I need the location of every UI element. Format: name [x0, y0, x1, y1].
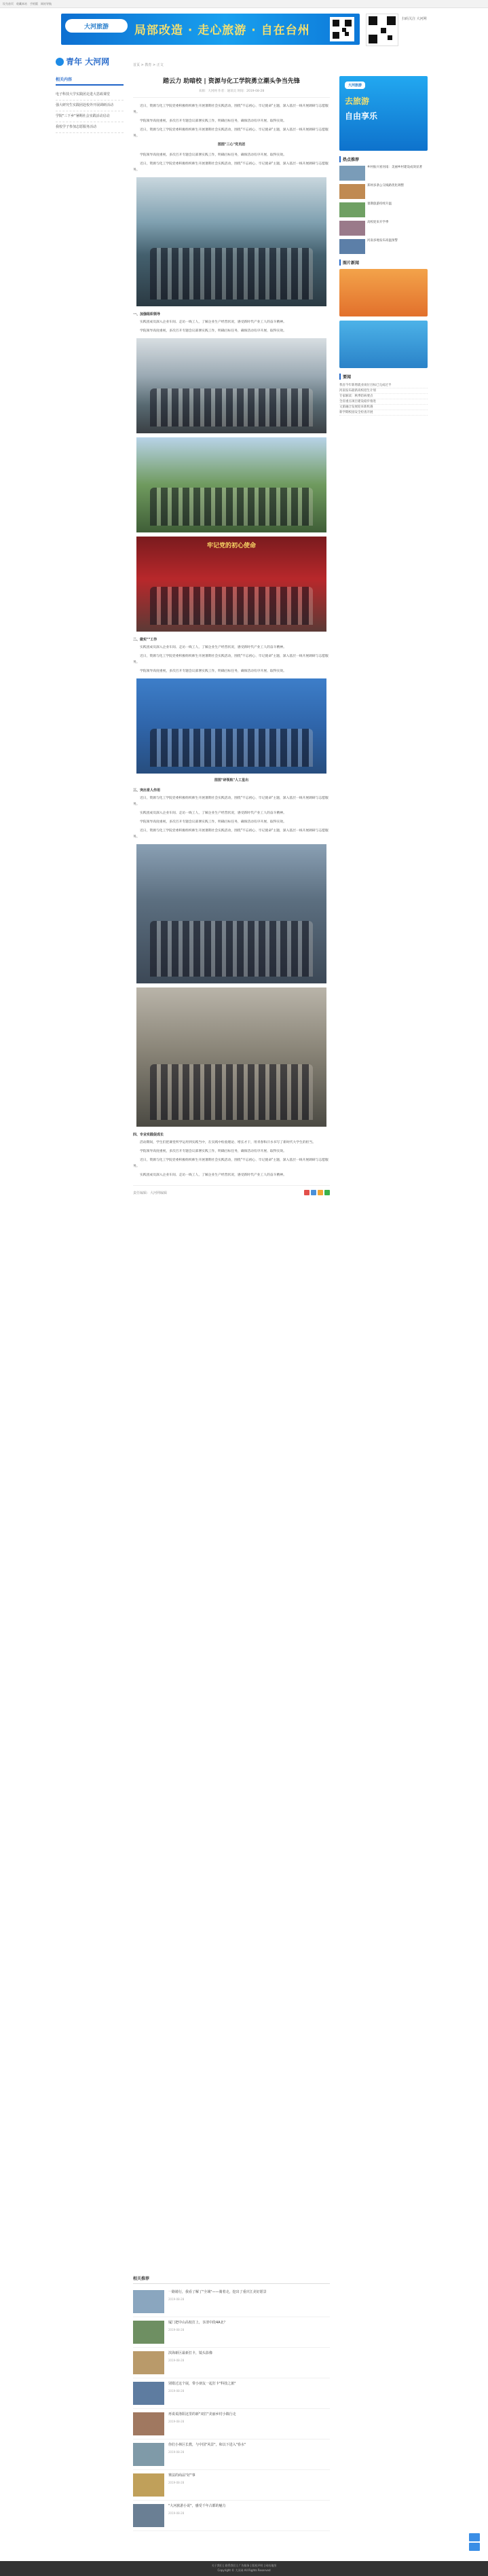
figure-caption: 图图"研领航"人工星出: [214, 778, 249, 782]
related-item[interactable]: 你们小林区长教，与中国"风景"，和以下进入"春水" 2019-08-28: [133, 2439, 330, 2470]
top-banner-ad[interactable]: [61, 14, 360, 45]
thumbnail: [339, 221, 365, 236]
news-item[interactable]: 文旅融合发展迎来新机遇: [339, 405, 428, 410]
article-photo: [136, 844, 326, 983]
related-item[interactable]: 赛法的商品"好"事 2019-08-28: [133, 2470, 330, 2501]
article-photo: [136, 537, 326, 632]
hot-item[interactable]: 郑州多条公交线路优化调整: [339, 184, 428, 199]
site-qr-code: [366, 14, 398, 46]
breadcrumb[interactable]: 首页 > 教育 > 正文: [133, 63, 164, 67]
ad-line-1: 去旅游: [345, 96, 370, 106]
news-item[interactable]: 新学期校园安全检查开展: [339, 410, 428, 416]
sidebar-section-title: 要闻: [339, 374, 428, 380]
related-item[interactable]: 滨海新区最新打卡，镜头影像 2019-08-28: [133, 2348, 330, 2378]
left-list-item[interactable]: 强大研究生实践团赴校外开展调研活动: [56, 101, 124, 111]
article-paragraph: 实践团成员深入企业车间、走访一线工人，了解企业生产经营状况，感受新时代产业工人的奋斗精神。: [140, 646, 286, 649]
article-paragraph: 实践团成员深入企业车间、走访一线工人，了解企业生产经营状况，感受新时代产业工人的奋斗精神。: [140, 321, 286, 324]
topbar-link-mobile[interactable]: 手机版: [30, 1, 38, 5]
qr-caption: 扫码关注 大河网: [402, 17, 427, 21]
share-icons: [304, 1190, 330, 1195]
related-item[interactable]: 再说说洛阳这里的新"双打"美丽乡村小镇行走 2019-08-28: [133, 2409, 330, 2439]
article-photo: [136, 177, 326, 306]
sidebar-ad[interactable]: [339, 321, 428, 368]
left-list-item[interactable]: 我校学子参加志愿服务活动: [56, 122, 124, 133]
related-articles: [133, 2275, 330, 2531]
thumbnail: [133, 2351, 164, 2374]
sidebar-section-title: 图片新闻: [339, 259, 428, 266]
topbar-link-nav[interactable]: 网站导航: [41, 1, 52, 5]
thumbnail: [133, 2382, 164, 2405]
share-wechat-icon[interactable]: [324, 1190, 330, 1195]
article-paragraph: 近日，资源与化工学院党委积极组织师生开展暑期社会实践活动，围绕"不忘初心、牢记使命"主题，深入基层一线开展调研与志愿服务。: [133, 655, 329, 664]
site-name: 青年 大河网: [66, 57, 110, 67]
thumbnail: [133, 2290, 164, 2313]
banner-slogan: 局部改造 · 走心旅游 · 自在台州: [134, 24, 310, 37]
right-sidebar: [339, 76, 428, 416]
sidebar-section-title: 热点推荐: [339, 156, 428, 162]
article-photo: [136, 987, 326, 1127]
floating-toolbar: [469, 2533, 480, 2552]
article-paragraph: 学院领导高度重视，多次召开专题会议部署实践工作，明确目标任务，确保活动有序开展、取得实效。: [140, 120, 286, 123]
hot-item[interactable]: 暑期旅游持续升温: [339, 202, 428, 217]
section-heading: 二、做实""工作: [133, 638, 157, 642]
section-heading: 一、加强组织领导: [133, 312, 161, 316]
top-bar: [0, 0, 488, 8]
news-item[interactable]: 我省今年新增就业岗位目标已完成过半: [339, 383, 428, 388]
article-paragraph: 近日，资源与化工学院党委积极组织师生开展暑期社会实践活动，围绕"不忘初心、牢记使命"主题，深入基层一线开展调研与志愿服务。: [133, 105, 329, 114]
article: [133, 73, 330, 1195]
left-sidebar-heading: 相关内容: [56, 76, 124, 86]
related-item[interactable]: 别错过这个展，带小朋友一起打卡"科技之旅" 2019-08-28: [133, 2378, 330, 2409]
section-heading: 四、专业实践促成长: [133, 1133, 164, 1137]
banner-logo: 大河旅游: [65, 19, 128, 33]
editor-label: 责任编辑：大河网编辑: [133, 1191, 168, 1195]
footer-copyright: Copyright © 大河网 All Rights Reserved: [217, 2569, 271, 2572]
article-paragraph: 学院领导高度重视，多次召开专题会议部署实践工作，明确目标任务，确保活动有序开展、取得实效。: [140, 1150, 286, 1153]
back-to-top-button[interactable]: [469, 2533, 480, 2541]
article-paragraph: 近日，资源与化工学院党委积极组织师生开展暑期社会实践活动，围绕"不忘初心、牢记使命"主题，深入基层一线开展调研与志愿服务。: [133, 128, 329, 138]
related-heading: 相关推荐: [133, 2275, 330, 2284]
footer: [0, 2561, 488, 2576]
share-bar: [133, 1185, 330, 1195]
share-weibo-icon[interactable]: [304, 1190, 309, 1195]
left-list-item[interactable]: 电子科技大学实践团走进大思政课堂: [56, 90, 124, 101]
share-qq-icon[interactable]: [311, 1190, 316, 1195]
thumbnail: [133, 2473, 164, 2497]
related-item[interactable]: 一路骑行，我看了解了"全域"——骑着走，挖出了重庆江美好愿景 2019-08-28: [133, 2287, 330, 2317]
topbar-link-bookmark[interactable]: 收藏本站: [16, 1, 27, 5]
article-photo: [136, 437, 326, 532]
article-photo: [136, 678, 326, 774]
sidebar-ad[interactable]: [339, 76, 428, 151]
hot-item[interactable]: 乡村振兴看河南：美丽乡村建设成效显著: [339, 166, 428, 181]
hot-item[interactable]: 高校迎来开学季: [339, 221, 428, 236]
figure-caption: 图图"三心"党员团: [217, 143, 246, 147]
footer-links[interactable]: 关于我们 | 联系我们 | 广告服务 | 版权声明 | 网站地图: [211, 2564, 277, 2567]
article-paragraph: 学院领导高度重视，多次召开专题会议部署实践工作，明确目标任务，确保活动有序开展、取得实效。: [140, 670, 286, 673]
left-list-item[interactable]: 学院"三下乡"暑期社会实践活动启动: [56, 111, 124, 122]
related-item[interactable]: "大河旅游小说"，感受千年古都的魅力 2019-08-28: [133, 2501, 330, 2531]
thumbnail: [133, 2443, 164, 2466]
photo-banner-text: 牢记党的初心使命: [206, 543, 256, 549]
thumbnail: [339, 166, 365, 181]
article-title: 踏云力 助暗校 | 资源与化工学院勇立潮头争当先锋: [163, 78, 300, 85]
left-sidebar: [56, 76, 124, 133]
share-qzone-icon[interactable]: [318, 1190, 323, 1195]
article-paragraph: 学院领导高度重视，多次召开专题会议部署实践工作，明确目标任务，确保活动有序开展、取得实效。: [140, 153, 286, 157]
thumbnail: [339, 239, 365, 254]
article-paragraph: 近日，资源与化工学院党委积极组织师生开展暑期社会实践活动，围绕"不忘初心、牢记使命"主题，深入基层一线开展调研与志愿服务。: [133, 162, 329, 172]
article-paragraph: 近日，资源与化工学院党委积极组织师生开展暑期社会实践活动，围绕"不忘初心、牢记使命"主题，深入基层一线开展调研与志愿服务。: [133, 1159, 329, 1168]
news-list: [339, 383, 428, 416]
article-paragraph: 近日，资源与化工学院党委积极组织师生开展暑期社会实践活动，围绕"不忘初心、牢记使命"主题，深入基层一线开展调研与志愿服务。: [133, 829, 329, 839]
sidebar-ad[interactable]: [339, 269, 428, 316]
article-paragraph: 活动期间，学生们把课堂所学运用到实践当中，在实践中检验理论、增长才干，用青春和汗水书写了新时代大学生的担当。: [140, 1141, 316, 1144]
banner-qr-code: [330, 17, 354, 41]
news-item[interactable]: 专家解读：秋季防病要点: [339, 394, 428, 399]
section-heading: 三、突出育人作用: [133, 788, 161, 793]
thumbnail: [133, 2321, 164, 2344]
article-paragraph: 近日，资源与化工学院党委积极组织师生开展暑期社会实践活动，围绕"不忘初心、牢记使命"主题，深入基层一线开展调研与志愿服务。: [133, 797, 329, 806]
hot-list: [339, 166, 428, 254]
thumbnail: [339, 202, 365, 217]
feedback-button[interactable]: [469, 2543, 480, 2551]
thumbnail: [339, 184, 365, 199]
thumbnail: [133, 2412, 164, 2435]
logo-mark-icon: [56, 58, 64, 66]
topbar-link-home[interactable]: 设为首页: [3, 1, 14, 5]
article-paragraph: 实践团成员深入企业车间、走访一线工人，了解企业生产经营状况，感受新时代产业工人的奋斗精神。: [140, 1174, 286, 1177]
news-item[interactable]: 河南发布最新高校招生计划: [339, 388, 428, 394]
hot-item[interactable]: 河南多地发布高温预警: [339, 239, 428, 254]
site-logo[interactable]: [56, 56, 109, 67]
ad-tag: 大河旅游: [345, 81, 365, 89]
thumbnail: [133, 2504, 164, 2527]
article-paragraph: 实践团成员深入企业车间、走访一线工人，了解企业生产经营状况，感受新时代产业工人的奋斗精神。: [140, 812, 286, 815]
news-item[interactable]: 全省重点项目建设稳步推进: [339, 399, 428, 405]
article-meta: 来源：大河网 作者：通讯员 时间：2019-08-28: [133, 89, 330, 98]
related-item[interactable]: 厦门把中山高校打上，享清中段4A北？ 2019-08-28: [133, 2317, 330, 2348]
article-photo: [136, 338, 326, 433]
article-paragraph: 学院领导高度重视，多次召开专题会议部署实践工作，明确目标任务，确保活动有序开展、取得实效。: [140, 329, 286, 333]
ad-line-2: 自由享乐: [345, 111, 378, 121]
article-paragraph: 学院领导高度重视，多次召开专题会议部署实践工作，明确目标任务，确保活动有序开展、取得实效。: [140, 820, 286, 824]
